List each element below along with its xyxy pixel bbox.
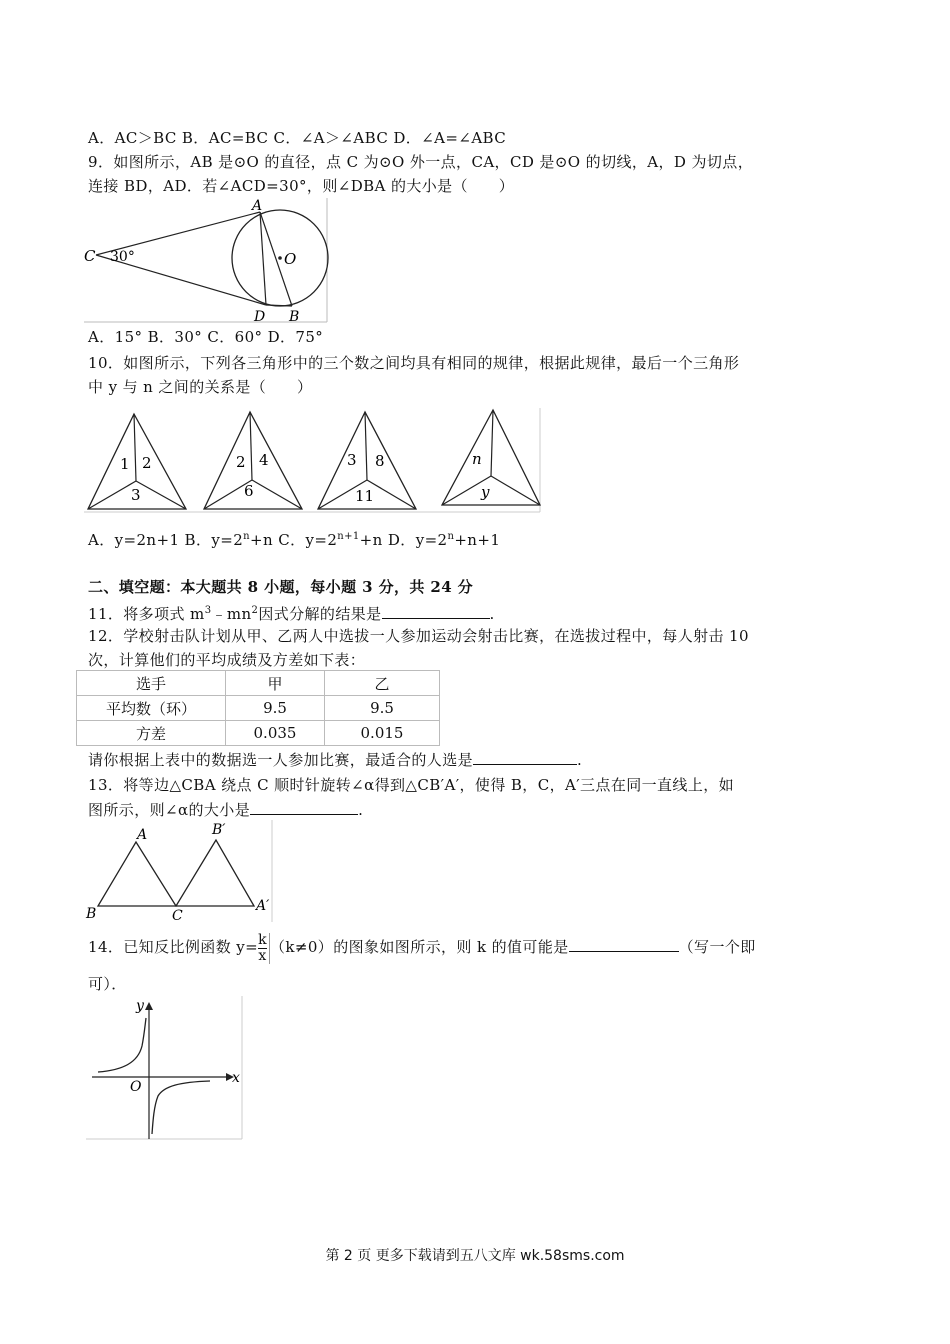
label-c: C (84, 247, 96, 265)
q10-triangles-figure (84, 408, 544, 514)
t4-bottom: y (481, 483, 490, 501)
table-header-cell: 选手 (77, 671, 226, 696)
q10-options: A．y=2n+1 B．$y=2^n+n$ C．$y=2^{n+1}+n$ D．$y=2^n+n+1$ (88, 531, 501, 549)
label-a-prime: A′ (256, 898, 270, 914)
t2-right: 4 (259, 451, 269, 469)
q12-text-line2: 次，计算他们的平均成绩及方差如下表： (88, 651, 366, 669)
triangle-2 (204, 412, 302, 509)
q12-text-line3: 请你根据上表中的数据选一人参加比赛，最适合的人选是 . (88, 751, 583, 769)
q10-text-line1: 10．如图所示，下列各三角形中的三个数之间均具有相同的规律，根据此规律，最后一个三角形 (88, 354, 740, 372)
q12-answer-blank[interactable] (473, 750, 577, 765)
label-c: C (172, 908, 183, 924)
q8-options: A．AC＞BC B．AC=BC C．∠A＞∠ABC D．∠A=∠ABC (88, 129, 507, 147)
q14-text-line1: 14．已知反比例函数 y= $\frac{k}{x}$ （k≠0）的图象如图所示，则 k 的值可能是 （写一个即 (88, 931, 756, 964)
label-o: O (284, 250, 297, 268)
q12-score-table (76, 670, 440, 746)
q13-text-line2: 图所示，则∠α的大小是 . (88, 801, 364, 819)
page-footer: 第 2 页 更多下载请到五八文库 wk.58sms.com (325, 1248, 625, 1264)
table-header-cell: 甲 (226, 671, 325, 696)
table-header-row (77, 671, 440, 696)
label-b: B (86, 906, 97, 922)
table-header-cell: 乙 (325, 671, 440, 696)
section2-heading: 二、填空题：本大题共 8 小题，每小题 3 分，共 24 分 (88, 578, 474, 596)
q11-answer-blank[interactable] (382, 604, 490, 619)
table-cell: 方差 (77, 721, 226, 746)
table-cell: 0.015 (325, 721, 440, 746)
t2-left: 2 (236, 453, 246, 471)
q9-options: A．15° B．30° C．60° D．75° (88, 328, 324, 346)
t3-left: 3 (347, 451, 357, 469)
q14-text-line2: 可）． (88, 975, 127, 993)
label-o: O (130, 1079, 142, 1095)
q13-rotation-figure (84, 820, 276, 924)
t2-bottom: 6 (244, 482, 254, 500)
hyperbola-branch-left (98, 1018, 146, 1072)
triangle-1 (88, 414, 186, 509)
center-dot (278, 256, 282, 260)
table-cell: 9.5 (325, 696, 440, 721)
table-cell: 0.035 (226, 721, 325, 746)
fraction-k-over-x: $\frac{k}{x}$ (258, 933, 270, 964)
q11-text: 11．将多项式 $m^3﹣mn^2$因式分解的结果是 . (88, 605, 495, 623)
t3-right: 8 (375, 452, 385, 470)
triangle-4 (442, 410, 540, 505)
label-y: y (136, 998, 144, 1014)
table-cell: 平均数（环） (77, 696, 226, 721)
q13-answer-blank[interactable] (250, 800, 358, 815)
label-x: x (232, 1070, 240, 1086)
triangle-cba-prime (176, 840, 254, 906)
label-a: A (252, 198, 263, 214)
q9-text-line1: 9．如图所示，AB 是⊙O 的直径，点 C 为⊙O 外一点，CA，CD 是⊙O 的切线，A，D 为切点， (88, 153, 754, 171)
hyperbola-branch-right (152, 1081, 210, 1134)
t1-right: 2 (142, 454, 152, 472)
label-a: A (137, 827, 148, 843)
q14-answer-blank[interactable] (569, 937, 679, 952)
label-d: D (254, 309, 266, 324)
q9-circle-figure (84, 198, 330, 324)
table-row (77, 696, 440, 721)
table-row (77, 721, 440, 746)
y-axis-arrow (145, 1002, 153, 1010)
q10-text-line2: 中 y 与 n 之间的关系是（ ） (88, 378, 313, 396)
table-cell: 9.5 (226, 696, 325, 721)
label-30: 30° (110, 249, 135, 265)
t4-top: n (472, 450, 482, 468)
triangle-cba (98, 842, 176, 906)
t3-bottom: 11 (355, 487, 375, 505)
label-b-prime: B′ (212, 822, 226, 838)
q14-hyperbola-graph (84, 996, 246, 1142)
t1-bottom: 3 (131, 486, 141, 504)
q13-text-line1: 13．将等边△CBA 绕点 C 顺时针旋转∠α得到△CB′A′，使得 B，C，A′三点在同一直线上，如 (88, 776, 735, 794)
t1-left: 1 (120, 455, 130, 473)
triangle-3 (318, 412, 416, 509)
q9-text-line2: 连接 BD，AD．若∠ACD=30°，则∠DBA 的大小是（ ） (88, 177, 515, 195)
label-b: B (289, 309, 300, 324)
q12-text-line1: 12．学校射击队计划从甲、乙两人中选拔一人参加运动会射击比赛，在选拔过程中，每人射击 10 (88, 627, 749, 645)
